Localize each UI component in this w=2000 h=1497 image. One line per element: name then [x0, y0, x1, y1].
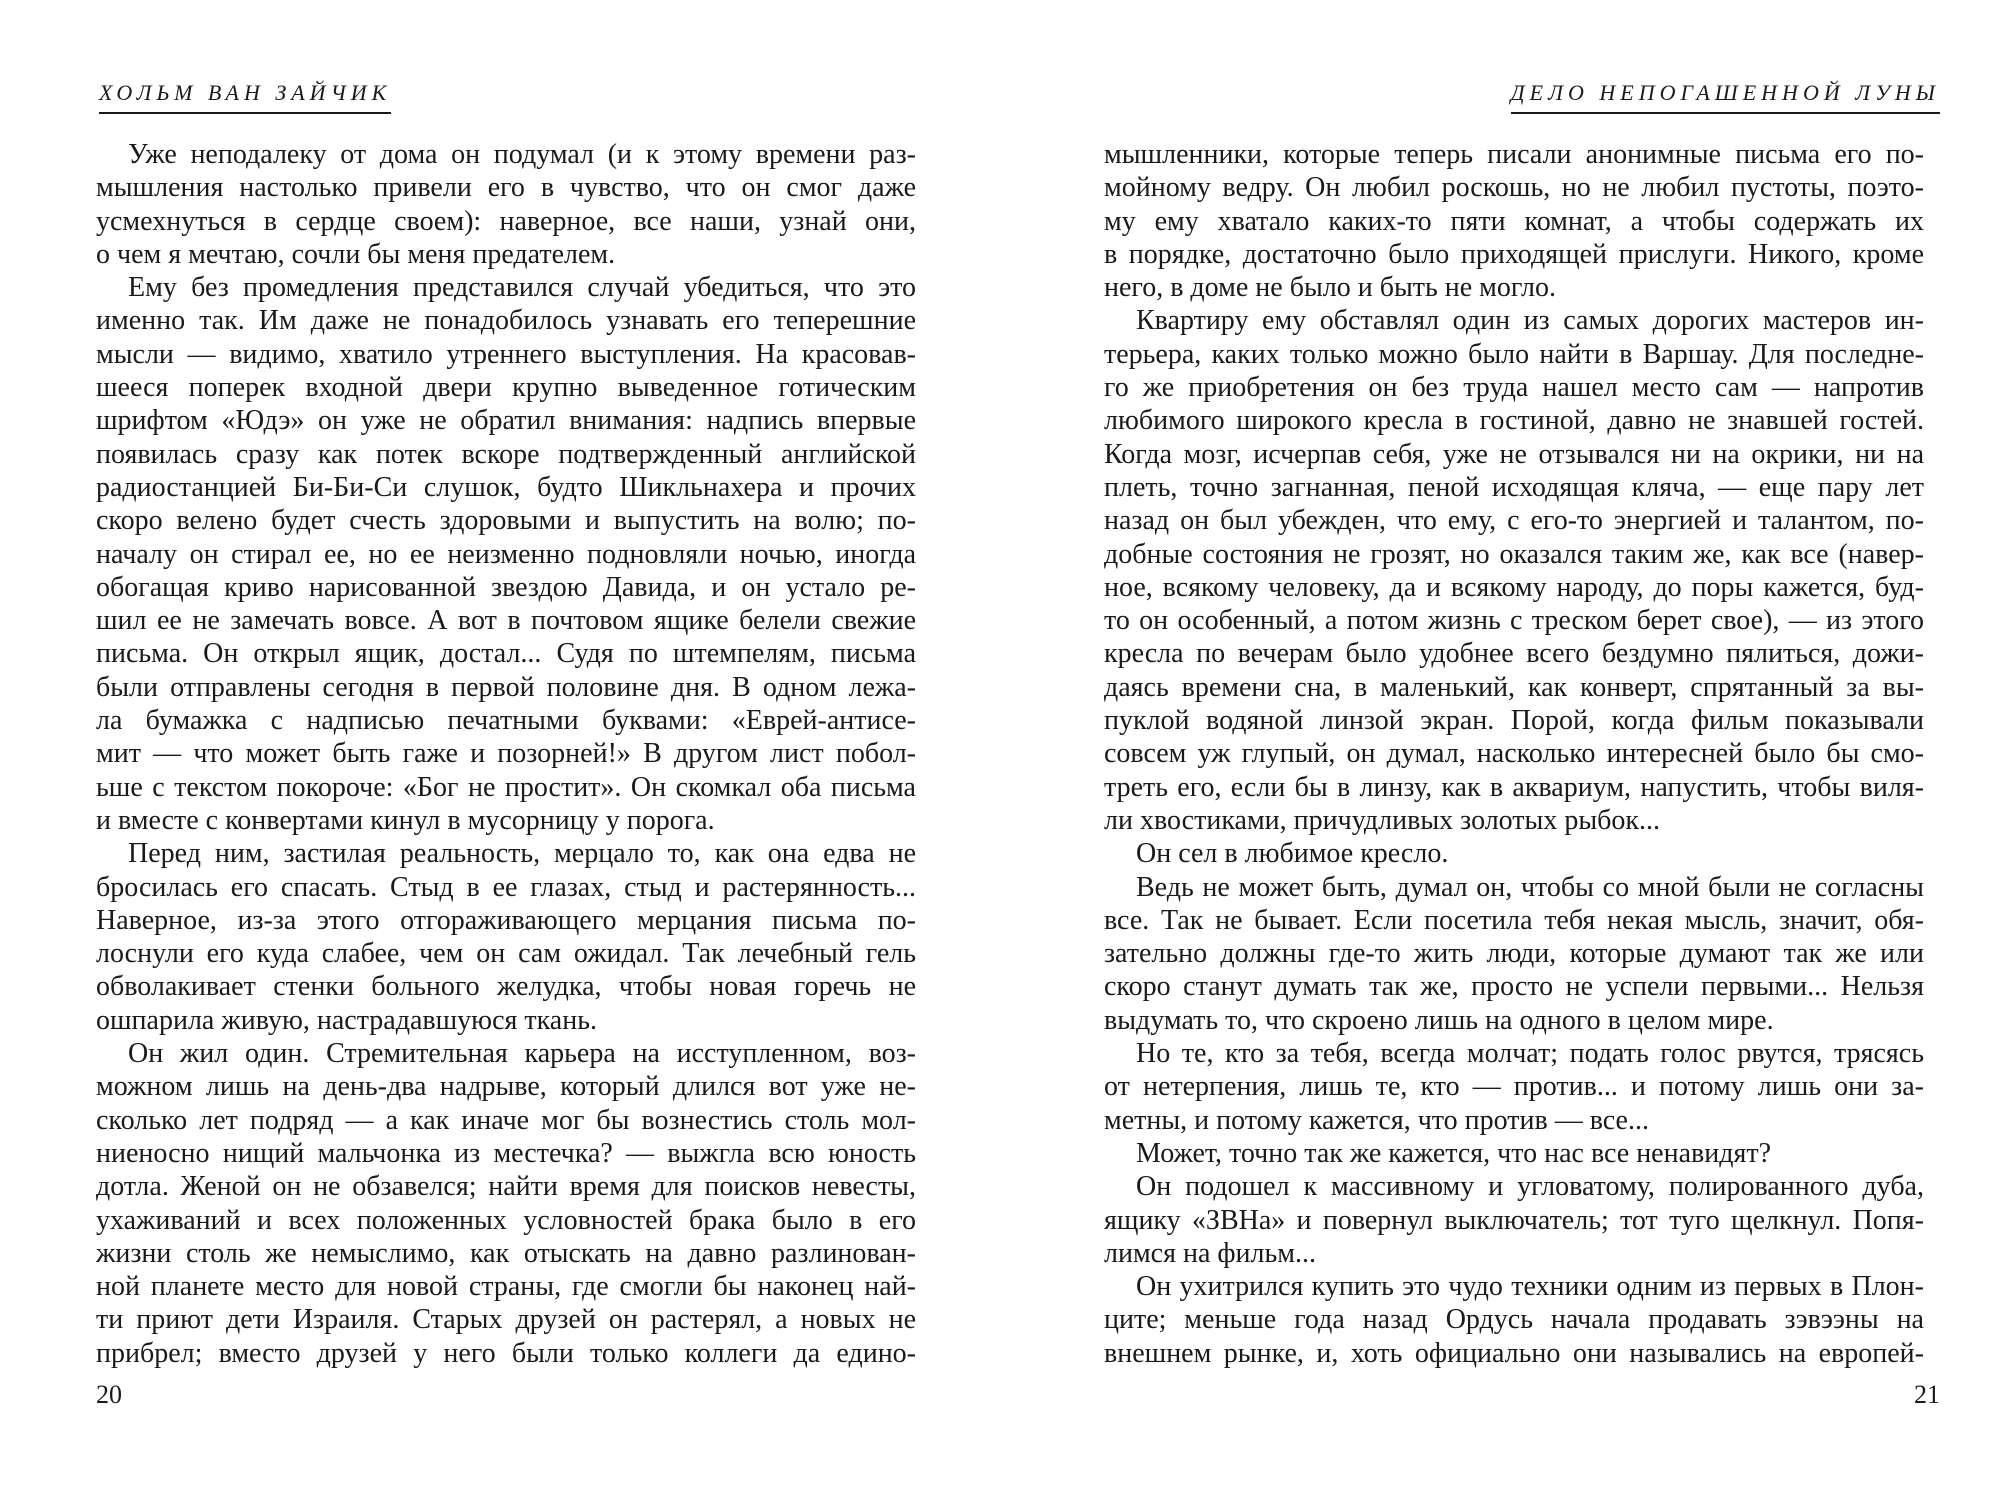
text-line: письма. Он открыл ящик, достал... Судя по штемпелям, письма	[96, 638, 916, 670]
text-line: треть его, если бы в линзу, как в аквариум, напустить, чтобы виля-	[1104, 771, 1924, 803]
text-line: именно так. Им даже не понадобилось узнавать его теперешние	[96, 305, 916, 337]
text-line: шееся поперек входной двери крупно выведенное готическим	[96, 372, 916, 404]
right-page	[1000, 0, 2000, 1497]
text-line: обволакивает стенки больного желудка, чтобы новая горечь не	[96, 971, 916, 1003]
text-line: Когда мозг, исчерпав себя, уже не отзывался ни на окрики, ни на	[1104, 438, 1924, 470]
text-line: в порядке, достаточно было приходящей прислуги. Никого, кроме	[1104, 238, 1924, 270]
text-line: внешнем рынке, и, хоть официально они назывались на европей-	[1104, 1337, 1924, 1369]
text-line: него, в доме не было и быть не могло.	[1104, 272, 1556, 304]
text-line: лимся на фильм...	[1104, 1237, 1316, 1269]
text-line: назад он был убежден, что ему, с его-то энергией и талантом, по-	[1104, 505, 1924, 537]
text-line: появилась сразу как потек вскоре подтвержденный английской	[96, 438, 916, 470]
text-line: усмехнуться в сердце своем): наверное, все наши, узнай они,	[96, 205, 916, 237]
right-page-body-text	[1104, 138, 1924, 1370]
text-line: добные состояния не грозят, но оказался таким же, как все (навер-	[1104, 538, 1924, 570]
text-line: скоро станут думать так же, просто не успели первыми... Нельзя	[1104, 971, 1924, 1003]
text-line: метны, и потому кажется, что против — все...	[1104, 1104, 1649, 1136]
text-line: шрифтом «Юдэ» он уже не обратил внимания: надпись впервые	[96, 405, 916, 437]
text-line: бросилась его спасать. Стыд в ее глазах, стыд и растерянность...	[96, 871, 916, 903]
text-line: началу он стирал ее, но ее неизменно подновляли ночью, иногда	[96, 538, 916, 570]
text-line: прибрел; вместо друзей у него были только коллеги да едино-	[96, 1337, 916, 1369]
text-line: терьера, каких только можно было найти в Варшау. Для последне-	[1104, 338, 1924, 370]
text-line: радиостанцией Би-Би-Си слушок, будто Шикльнахера и прочих	[96, 471, 916, 503]
text-line: любимого широкого кресла в гостиной, давно не знавшей гостей.	[1104, 405, 1924, 437]
text-line: ошпарила живую, настрадавшуюся ткань.	[96, 1004, 597, 1036]
running-head-title: ДЕЛО НЕПОГАШЕННОЙ ЛУНЫ	[1511, 80, 1940, 114]
text-line: обогащая криво нарисованной звездою Давида, и он устало ре-	[96, 571, 916, 603]
text-line: жизни столь же немыслимо, как отыскать на давно разлинован-	[96, 1237, 916, 1269]
text-line: Он жил один. Стремительная карьера на исступленном, воз-	[128, 1038, 916, 1070]
text-line: ное, всякому человеку, да и всякому народу, до поры кажется, буд-	[1104, 571, 1924, 603]
text-line: ухаживаний и всех положенных условностей брака было в его	[96, 1204, 916, 1236]
text-line: ной планете место для новой страны, где смогли бы наконец най-	[96, 1271, 916, 1303]
text-line: мит — что может быть гаже и позорней!» В другом лист побол-	[96, 738, 916, 770]
text-line: мысли — видимо, хватило утреннего выступления. На красовав-	[96, 338, 916, 370]
text-line: выдумать то, что скроено лишь на одного в целом мире.	[1104, 1004, 1774, 1036]
text-line: кресла по вечерам было удобнее всего бездумно пялиться, дожи-	[1104, 638, 1924, 670]
text-line: можном лишь на день-два надрыве, который длился вот уже не-	[96, 1071, 916, 1103]
text-line: пуклой водяной линзой экран. Порой, когда фильм показывали	[1104, 705, 1924, 737]
text-line: и вместе с конвертами кинул в мусорницу у порога.	[96, 804, 715, 836]
text-line: были отправлены сегодня в первой половине дня. В одном лежа-	[96, 671, 916, 703]
text-line: лоснули его куда слабее, чем он сам ожидал. Так лечебный гель	[96, 938, 916, 970]
text-line: Ведь не может быть, думал он, чтобы со мной были не согласны	[1136, 871, 1924, 903]
text-line: ците; меньше года назад Ордусь начала продавать зэвээны на	[1104, 1304, 1924, 1336]
text-line: даясь времени сна, в маленький, как конверт, спрятанный за вы-	[1104, 671, 1924, 703]
text-line: ьше с текстом покороче: «Бог не простит». Он скомкал оба письма	[96, 771, 916, 803]
text-line: о чем я мечтаю, сочли бы меня предателем.	[96, 238, 616, 270]
text-line: мышленники, которые теперь писали анонимные письма его по-	[1104, 139, 1924, 170]
text-line: все. Так не бывает. Если посетила тебя некая мысль, значит, обя-	[1104, 904, 1924, 936]
text-line: ли хвостиками, причудливых золотых рыбок...	[1104, 804, 1661, 836]
text-line: Он сел в любимое кресло.	[1136, 838, 1449, 870]
text-line: Ему без промедления представился случай убедиться, что это	[128, 272, 916, 304]
text-line: мышления настолько привели его в чувство, что он смог даже	[96, 172, 916, 204]
text-line: ти приют дети Израиля. Старых друзей он растерял, а новых не	[96, 1304, 916, 1336]
text-line: плеть, точно загнанная, пеной исходящая кляча, — еще пару лет	[1104, 471, 1924, 503]
left-page-body-text	[96, 138, 916, 1370]
text-line: ла бумажка с надписью печатными буквами: «Еврей-антисе-	[96, 705, 916, 737]
text-line: Он подошел к массивному и угловатому, полированного дуба,	[1136, 1171, 1924, 1203]
text-line: Он ухитрился купить это чудо техники одним из первых в Плон-	[1136, 1271, 1924, 1303]
page-number: 20	[96, 1380, 122, 1409]
text-line: ниеносно нищий мальчонка из местечка? — выжгла всю юность	[96, 1137, 916, 1169]
text-line: мойному ведру. Он любил роскошь, но не любил пустоты, поэто-	[1104, 172, 1924, 204]
text-line: Но те, кто за тебя, всегда молчат; подать голос рвутся, трясясь	[1136, 1038, 1924, 1070]
text-line: совсем уж глупый, он думал, насколько интересней было бы смо-	[1104, 738, 1924, 770]
text-line: Уже неподалеку от дома он подумал (и к этому времени раз-	[128, 139, 916, 170]
text-line: го же приобретения он без труда нашел место сам — напротив	[1104, 372, 1924, 404]
text-line: Перед ним, застилая реальность, мерцало то, как она едва не	[128, 838, 916, 870]
text-line: то он особенный, а потом жизнь с треском берет свое), — из этого	[1104, 605, 1924, 637]
text-line: Квартиру ему обставлял один из самых дорогих мастеров ин-	[1136, 305, 1924, 337]
text-line: Может, точно так же кажется, что нас все ненавидят?	[1136, 1137, 1772, 1169]
text-line: сколько лет подряд — а как иначе мог бы вознестись столь мол-	[96, 1104, 916, 1136]
text-line: зательно должны где-то жить люди, которые думают так же или	[1104, 938, 1924, 970]
text-line: му ему хватало каких-то пяти комнат, а чтобы содержать их	[1104, 205, 1924, 237]
page-number: 21	[1914, 1380, 1940, 1409]
running-head-author: ХОЛЬМ ВАН ЗАЙЧИК	[99, 80, 391, 114]
text-line: шил ее не замечать вовсе. А вот в почтовом ящике белели свежие	[96, 605, 916, 637]
text-line: дотла. Женой он не обзавелся; найти время для поисков невесты,	[96, 1171, 916, 1203]
text-line: от нетерпения, лишь те, кто — против... и потому лишь они за-	[1104, 1071, 1924, 1103]
text-line: Наверное, из-за этого отгораживающего мерцания письма по-	[96, 904, 916, 936]
text-line: ящику «ЗВНа» и повернул выключатель; тот туго щелкнул. Попя-	[1104, 1204, 1924, 1236]
text-line: скоро велено будет счесть здоровыми и выпустить на волю; по-	[96, 505, 916, 537]
